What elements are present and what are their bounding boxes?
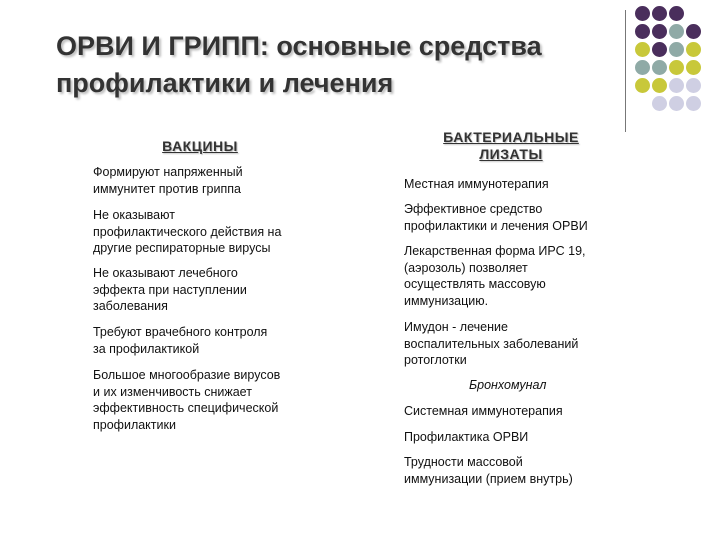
vaccines-item (93, 324, 267, 357)
decorative-dot (686, 42, 701, 57)
lysates-item-line: Эффективное средство (404, 202, 543, 216)
decorative-dot (635, 42, 650, 57)
bacterial-lysates-heading (418, 129, 604, 163)
vaccines-item-line: другие респираторные вирусы (93, 241, 271, 255)
lysates-item (404, 403, 563, 420)
vaccines-item-line: Формируют напряженный (93, 165, 243, 179)
vaccines-item (93, 164, 243, 197)
lysates-item (404, 454, 573, 487)
decorative-dot (669, 60, 684, 75)
decorative-dot (635, 78, 650, 93)
decorative-dot (652, 6, 667, 21)
lysates-item (404, 243, 586, 309)
vaccines-item-line: и их изменчивость снижает (93, 384, 252, 399)
bacterial-lysates-heading-line-2: ЛИЗАТЫ (479, 146, 543, 162)
slide-title (56, 28, 616, 102)
decorative-dot (669, 24, 684, 39)
vaccines-item-line: за профилактикой (93, 341, 200, 356)
lysates-item-line: иммунизацию. (404, 293, 489, 308)
lysates-item-line: Имудон - лечение (404, 320, 508, 334)
lysates-item-bronchomunal (469, 377, 546, 394)
vaccines-item-line: заболевания (93, 299, 168, 313)
decorative-dot (669, 96, 684, 111)
vaccines-item-line: Не оказывают (93, 208, 175, 222)
lysates-item-line: Системная иммунотерапия (404, 404, 563, 418)
slide-title-line-1: ОРВИ И ГРИПП: основные средства (56, 31, 542, 61)
vaccines-item-line: профилактики (93, 417, 176, 432)
vaccines-item-line: иммунитет против гриппа (93, 181, 241, 196)
decorative-dot (686, 24, 701, 39)
lysates-item-line: Бронхомунал (469, 378, 547, 392)
vaccines-heading (150, 138, 250, 155)
lysates-item-line: воспалительных заболеваний (404, 336, 579, 351)
lysates-item-line: (аэрозоль) позволяет (404, 260, 528, 275)
lysates-item-line: Трудности массовой (404, 455, 523, 469)
vaccines-item-line: эффективность специфической (93, 401, 279, 415)
vaccines-item-line: Не оказывают лечебного (93, 266, 238, 280)
vaccines-item (93, 207, 281, 257)
lysates-item-line: Лекарственная форма ИРС 19, (404, 244, 586, 258)
lysates-item (404, 429, 528, 446)
decorative-dot (652, 78, 667, 93)
decorative-dot (686, 78, 701, 93)
decorative-dot (669, 78, 684, 93)
vaccines-heading-text: ВАКЦИНЫ (162, 138, 238, 154)
lysates-item (404, 176, 549, 193)
bacterial-lysates-heading-line-1: БАКТЕРИАЛЬНЫЕ (443, 129, 579, 145)
vaccines-item (93, 265, 247, 315)
vaccines-item (93, 367, 280, 433)
decorative-dot (686, 96, 701, 111)
decorative-divider (625, 10, 626, 132)
decorative-dot (686, 60, 701, 75)
lysates-item (404, 201, 588, 234)
decorative-dot (652, 42, 667, 57)
decorative-dot (652, 96, 667, 111)
decorative-dot (635, 60, 650, 75)
decorative-dot (669, 6, 684, 21)
vaccines-item-line: эффекта при наступлении (93, 282, 247, 297)
vaccines-item-line: Требуют врачебного контроля (93, 325, 268, 339)
slide-title-line-2: профилактики и лечения (56, 68, 394, 98)
vaccines-item-line: профилактического действия на (93, 224, 282, 239)
decorative-dot (635, 24, 650, 39)
lysates-item-line: осуществлять массовую (404, 277, 546, 291)
lysates-item-line: иммунизации (прием внутрь) (404, 471, 573, 486)
lysates-item-line: Местная иммунотерапия (404, 177, 549, 191)
decorative-dot (652, 24, 667, 39)
decorative-dot (652, 60, 667, 75)
decorative-dot-grid (635, 6, 720, 126)
lysates-item-line: Профилактика ОРВИ (404, 430, 529, 444)
decorative-dot (635, 6, 650, 21)
lysates-item-line: профилактики и лечения ОРВИ (404, 218, 588, 233)
vaccines-item-line: Большое многообразие вирусов (93, 368, 281, 382)
lysates-item-line: ротоглотки (404, 353, 467, 367)
lysates-item (404, 319, 578, 369)
decorative-dot (669, 42, 684, 57)
